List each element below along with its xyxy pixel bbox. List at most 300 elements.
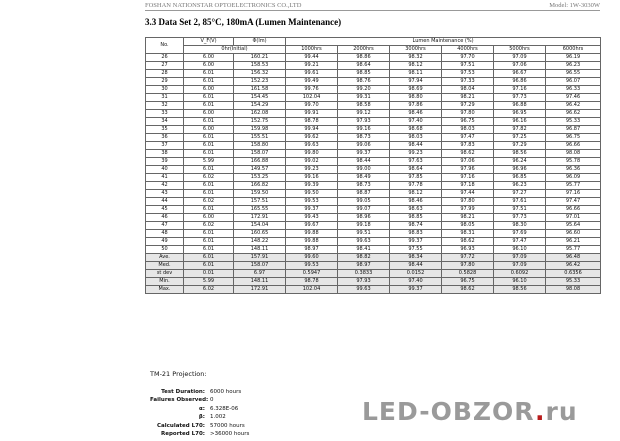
table-cell: 29	[146, 78, 184, 86]
table-cell: 162.08	[234, 110, 286, 118]
table-cell: 6.01	[184, 238, 234, 246]
table-cell: 158.07	[234, 150, 286, 158]
table-cell: 47	[146, 222, 184, 230]
table-cell: 99.43	[286, 214, 338, 222]
table-cell: 96.23	[546, 62, 601, 70]
table-cell: 96.07	[546, 78, 601, 86]
table-cell: 6.01	[184, 102, 234, 110]
projection-value: 6000 hours	[210, 389, 242, 395]
table-row	[146, 62, 601, 70]
summary-cell: 95.33	[546, 278, 601, 286]
table-cell: 99.23	[390, 150, 442, 158]
summary-cell: 0.01	[184, 270, 234, 278]
table-cell: 99.07	[338, 206, 390, 214]
table-cell: 99.94	[286, 126, 338, 134]
table-cell: 96.24	[494, 158, 546, 166]
table-row	[146, 70, 601, 78]
table-cell: 6.01	[184, 70, 234, 78]
table-cell: 96.75	[442, 118, 494, 126]
table-cell: 96.67	[494, 70, 546, 78]
table-cell: 96.96	[494, 166, 546, 174]
table-row	[146, 94, 601, 102]
table-row	[146, 206, 601, 214]
table-cell: 96.19	[546, 54, 601, 62]
summary-cell: 157.91	[234, 254, 286, 262]
table-cell: 97.99	[442, 206, 494, 214]
table-cell: 98.63	[390, 206, 442, 214]
table-cell: 32	[146, 102, 184, 110]
summary-cell: 99.37	[390, 286, 442, 294]
table-cell: 96.23	[494, 182, 546, 190]
table-cell: 6.01	[184, 150, 234, 158]
summary-cell: Ave.	[146, 254, 184, 262]
table-cell: 97.96	[442, 166, 494, 174]
summary-cell: 98.82	[338, 254, 390, 262]
table-row	[146, 174, 601, 182]
table-cell: 98.11	[390, 70, 442, 78]
table-cell: 98.69	[390, 86, 442, 94]
summary-cell: 96.10	[494, 278, 546, 286]
table-row	[146, 142, 601, 150]
table-cell: 96.10	[494, 246, 546, 254]
table-cell: 99.21	[286, 62, 338, 70]
summary-cell: Med.	[146, 262, 184, 270]
projection-label: Test Duration:	[161, 389, 205, 395]
table-cell: 6.00	[184, 214, 234, 222]
table-cell: 97.33	[442, 78, 494, 86]
summary-cell: 102.04	[286, 286, 338, 294]
table-cell: 98.86	[338, 54, 390, 62]
summary-cell: 6.01	[184, 262, 234, 270]
projection-value: 1.002	[210, 414, 226, 421]
table-row	[146, 230, 601, 238]
table-cell: 99.88	[286, 238, 338, 246]
table-cell: 6.02	[184, 174, 234, 182]
table-cell: 97.01	[546, 214, 601, 222]
table-cell: 99.80	[286, 150, 338, 158]
table-cell: 33	[146, 110, 184, 118]
table-cell: 99.16	[338, 126, 390, 134]
projection-label: Reported L70:	[161, 431, 205, 437]
table-cell: 158.80	[234, 142, 286, 150]
table-cell: 157.51	[234, 198, 286, 206]
table-cell: 97.61	[494, 198, 546, 206]
table-cell: 45	[146, 206, 184, 214]
summary-cell: 5.99	[184, 278, 234, 286]
table-cell: 6.01	[184, 246, 234, 254]
table-cell: 95.64	[546, 222, 601, 230]
projection-value: 57000 hours	[210, 422, 245, 429]
table-cell: 5.99	[184, 158, 234, 166]
table-cell: 97.94	[390, 78, 442, 86]
table-row	[146, 118, 601, 126]
table-cell: 97.47	[546, 198, 601, 206]
table-cell: 98.85	[338, 70, 390, 78]
summary-cell: Min.	[146, 278, 184, 286]
table-cell: 97.51	[494, 206, 546, 214]
table-cell: 98.08	[546, 150, 601, 158]
projection-label: Failures Observed:	[150, 397, 209, 404]
table-cell: 96.55	[546, 70, 601, 78]
table-cell: 96.87	[546, 126, 601, 134]
table-cell: 97.82	[494, 126, 546, 134]
table-cell: 99.37	[286, 206, 338, 214]
table-cell: 97.27	[494, 190, 546, 198]
table-cell: 99.67	[286, 222, 338, 230]
summary-cell: 99.63	[338, 286, 390, 294]
summary-cell: 6.02	[184, 286, 234, 294]
section-title: 3.3 Data Set 2, 85°C, 180mA (Lumen Maintenance)	[145, 17, 342, 27]
header-time: 1000hrs	[286, 46, 338, 54]
table-cell: 98.21	[442, 94, 494, 102]
table-cell: 97.47	[494, 238, 546, 246]
table-cell: 98.83	[390, 230, 442, 238]
table-cell: 99.06	[338, 142, 390, 150]
lumen-maintenance-table	[145, 37, 600, 294]
summary-cell: 96.48	[546, 254, 601, 262]
projection-title: TM-21 Projection:	[150, 370, 207, 378]
header-time: 2000hrs	[338, 46, 390, 54]
summary-cell: 158.07	[234, 262, 286, 270]
table-cell: 96.09	[546, 174, 601, 182]
table-cell: 161.58	[234, 86, 286, 94]
table-cell: 6.01	[184, 230, 234, 238]
table-cell: 166.82	[234, 182, 286, 190]
summary-cell: 97.72	[442, 254, 494, 262]
table-cell: 97.80	[442, 110, 494, 118]
header-vf: V_F(V)	[184, 38, 234, 46]
table-cell: 99.88	[286, 230, 338, 238]
table-cell: 154.45	[234, 94, 286, 102]
table-cell: 98.44	[390, 142, 442, 150]
table-cell: 36	[146, 134, 184, 142]
table-row	[146, 222, 601, 230]
summary-cell: 98.56	[494, 286, 546, 294]
table-cell: 6.01	[184, 190, 234, 198]
table-cell: 97.85	[390, 174, 442, 182]
table-cell: 6.01	[184, 182, 234, 190]
site-watermark	[362, 398, 578, 426]
table-cell: 97.73	[494, 94, 546, 102]
table-cell: 98.87	[338, 190, 390, 198]
table-cell: 98.85	[390, 214, 442, 222]
table-cell: 160.65	[234, 230, 286, 238]
table-row	[146, 166, 601, 174]
table-cell: 49	[146, 238, 184, 246]
table-cell: 30	[146, 86, 184, 94]
table-cell: 96.36	[546, 166, 601, 174]
table-cell: 97.16	[442, 174, 494, 182]
table-cell: 6.00	[184, 54, 234, 62]
header-no: No.	[146, 38, 184, 54]
table-cell: 99.44	[286, 54, 338, 62]
table-cell: 98.03	[442, 126, 494, 134]
table-row	[146, 86, 601, 94]
header-company: FOSHAN NATIONSTAR OPTOELECTRONICS CO.,LTD	[145, 2, 302, 9]
table-cell: 40	[146, 166, 184, 174]
table-cell: 96.75	[546, 134, 601, 142]
table-cell: 44	[146, 198, 184, 206]
table-cell: 99.37	[390, 238, 442, 246]
table-cell: 97.18	[442, 182, 494, 190]
summary-cell: 6.97	[234, 270, 286, 278]
table-cell: 97.25	[494, 134, 546, 142]
table-cell: 96.86	[494, 78, 546, 86]
table-cell: 98.41	[338, 246, 390, 254]
table-cell: 98.12	[390, 190, 442, 198]
header-time: 5000hrs	[494, 46, 546, 54]
summary-cell: 0.3833	[338, 270, 390, 278]
table-cell: 97.46	[546, 94, 601, 102]
summary-cell: 98.08	[546, 286, 601, 294]
summary-cell: 0.0152	[390, 270, 442, 278]
table-cell: 152.23	[234, 78, 286, 86]
table-cell: 98.74	[390, 222, 442, 230]
summary-cell: 148.11	[234, 278, 286, 286]
table-cell: 98.21	[442, 214, 494, 222]
table-cell: 97.55	[390, 246, 442, 254]
table-cell: 99.63	[286, 142, 338, 150]
summary-cell: 0.6356	[546, 270, 601, 278]
table-cell: 96.66	[546, 206, 601, 214]
summary-cell: 98.34	[390, 254, 442, 262]
table-cell: 149.57	[234, 166, 286, 174]
table-cell: 97.16	[494, 86, 546, 94]
table-cell: 99.62	[286, 134, 338, 142]
summary-cell: 0.5828	[442, 270, 494, 278]
summary-cell: 96.75	[442, 278, 494, 286]
table-cell: 98.05	[442, 222, 494, 230]
table-cell: 96.60	[546, 230, 601, 238]
table-cell: 96.66	[546, 142, 601, 150]
summary-cell: 97.09	[494, 262, 546, 270]
table-row	[146, 54, 601, 62]
table-row	[146, 78, 601, 86]
table-cell: 154.29	[234, 102, 286, 110]
header-divider	[145, 10, 600, 11]
summary-cell: 99.60	[286, 254, 338, 262]
table-cell: 41	[146, 174, 184, 182]
summary-cell: 98.78	[286, 278, 338, 286]
projection-value: 0	[210, 397, 214, 404]
table-cell: 166.88	[234, 158, 286, 166]
table-cell: 98.46	[390, 198, 442, 206]
table-cell: 98.03	[390, 134, 442, 142]
table-cell: 34	[146, 118, 184, 126]
summary-cell: 97.93	[338, 278, 390, 286]
table-cell: 98.46	[390, 110, 442, 118]
summary-cell: 172.91	[234, 286, 286, 294]
table-cell: 97.44	[442, 190, 494, 198]
table-cell: 6.02	[184, 222, 234, 230]
table-row	[146, 150, 601, 158]
table-cell: 99.91	[286, 110, 338, 118]
summary-cell: 98.97	[338, 262, 390, 270]
table-cell: 48	[146, 230, 184, 238]
summary-cell: Max.	[146, 286, 184, 294]
table-cell: 6.01	[184, 142, 234, 150]
table-cell: 99.23	[286, 166, 338, 174]
table-cell: 38	[146, 150, 184, 158]
table-cell: 97.51	[442, 62, 494, 70]
table-cell: 99.63	[338, 238, 390, 246]
summary-cell: 6.01	[184, 254, 234, 262]
table-cell: 96.33	[546, 86, 601, 94]
table-cell: 99.20	[338, 86, 390, 94]
table-cell: 98.68	[390, 126, 442, 134]
table-cell: 102.04	[286, 94, 338, 102]
table-cell: 96.88	[494, 102, 546, 110]
table-cell: 98.56	[494, 150, 546, 158]
table-cell: 97.86	[390, 102, 442, 110]
table-cell: 39	[146, 158, 184, 166]
table-cell: 98.78	[286, 118, 338, 126]
table-cell: 98.73	[338, 134, 390, 142]
table-cell: 99.49	[286, 78, 338, 86]
table-summary	[146, 254, 601, 294]
table-cell: 26	[146, 54, 184, 62]
summary-cell: 0.5947	[286, 270, 338, 278]
table-cell: 165.55	[234, 206, 286, 214]
table-row	[146, 190, 601, 198]
table-cell: 98.58	[338, 102, 390, 110]
table-cell: 37	[146, 142, 184, 150]
table-cell: 6.01	[184, 166, 234, 174]
header-flux: Φ(lm)	[234, 38, 286, 46]
table-cell: 97.63	[390, 158, 442, 166]
table-cell: 98.04	[442, 86, 494, 94]
projection-label: β:	[198, 414, 205, 421]
table-row	[146, 134, 601, 142]
table-cell: 43	[146, 190, 184, 198]
header-time: 3000hrs	[390, 46, 442, 54]
table-cell: 153.25	[234, 174, 286, 182]
summary-cell: 96.42	[546, 262, 601, 270]
table-cell: 96.16	[494, 118, 546, 126]
table-cell: 159.98	[234, 126, 286, 134]
summary-row	[146, 262, 601, 270]
table-cell: 98.31	[442, 230, 494, 238]
summary-row	[146, 270, 601, 278]
table-cell: 99.02	[286, 158, 338, 166]
table-cell: 97.47	[442, 134, 494, 142]
projection-value: >36000 hours	[210, 431, 250, 437]
table-row	[146, 182, 601, 190]
header-maintenance: Lumen Maintenance (%)	[286, 38, 601, 46]
table-cell: 160.21	[234, 54, 286, 62]
table-cell: 97.29	[442, 102, 494, 110]
table-cell: 6.01	[184, 134, 234, 142]
summary-row	[146, 254, 601, 262]
table-cell: 42	[146, 182, 184, 190]
header-time: 4000hrs	[442, 46, 494, 54]
table-cell: 172.91	[234, 214, 286, 222]
watermark-tld: ru	[545, 397, 578, 426]
table-cell: 31	[146, 94, 184, 102]
table-row	[146, 158, 601, 166]
table-cell: 152.75	[234, 118, 286, 126]
header-time: 6000hrs	[546, 46, 601, 54]
table-cell: 98.62	[442, 238, 494, 246]
table-cell: 98.64	[390, 166, 442, 174]
table-cell: 97.16	[546, 190, 601, 198]
table-cell: 99.70	[286, 102, 338, 110]
table-cell: 148.22	[234, 238, 286, 246]
summary-cell: 97.40	[390, 278, 442, 286]
header-model: Model: 1W-3030W	[549, 2, 600, 9]
table-cell: 99.18	[338, 222, 390, 230]
table-cell: 95.33	[546, 118, 601, 126]
table-cell: 97.53	[442, 70, 494, 78]
table-cell: 95.78	[546, 158, 601, 166]
table-cell: 98.32	[390, 54, 442, 62]
summary-row	[146, 278, 601, 286]
summary-cell: 97.80	[442, 262, 494, 270]
table-cell: 97.80	[442, 198, 494, 206]
summary-cell: 97.09	[494, 254, 546, 262]
table-cell: 98.80	[390, 94, 442, 102]
table-cell: 98.97	[286, 246, 338, 254]
table-cell: 96.62	[546, 110, 601, 118]
table-cell: 6.00	[184, 86, 234, 94]
table-cell: 99.53	[286, 198, 338, 206]
table-cell: 97.09	[494, 54, 546, 62]
summary-cell: 99.53	[286, 262, 338, 270]
table-cell: 6.01	[184, 78, 234, 86]
table-cell: 35	[146, 126, 184, 134]
table-row	[146, 110, 601, 118]
table-row	[146, 238, 601, 246]
table-body	[146, 54, 601, 254]
table-cell: 98.30	[494, 222, 546, 230]
table-cell: 98.12	[390, 62, 442, 70]
summary-cell: st dev	[146, 270, 184, 278]
table-cell: 6.00	[184, 126, 234, 134]
table-cell: 28	[146, 70, 184, 78]
watermark-dot: .	[535, 397, 546, 426]
table-cell: 96.95	[494, 110, 546, 118]
table-cell: 99.50	[286, 190, 338, 198]
table-cell: 97.40	[390, 118, 442, 126]
table-cell: 6.00	[184, 110, 234, 118]
table-cell: 99.05	[338, 198, 390, 206]
table-cell: 98.62	[442, 150, 494, 158]
table-cell: 98.76	[338, 78, 390, 86]
table-row	[146, 246, 601, 254]
table-cell: 154.04	[234, 222, 286, 230]
table-cell: 97.73	[494, 214, 546, 222]
table-cell: 97.70	[442, 54, 494, 62]
watermark-name: LED-OBZOR	[362, 397, 536, 426]
table-cell: 158.53	[234, 62, 286, 70]
table-cell: 99.76	[286, 86, 338, 94]
table-cell: 99.39	[286, 182, 338, 190]
table-cell: 99.12	[338, 110, 390, 118]
table-cell: 46	[146, 214, 184, 222]
table-cell: 148.11	[234, 246, 286, 254]
table-cell: 99.61	[286, 70, 338, 78]
table-cell: 97.93	[338, 118, 390, 126]
table-cell: 95.77	[546, 182, 601, 190]
table-cell: 97.06	[442, 158, 494, 166]
table-cell: 6.00	[184, 62, 234, 70]
table-cell: 27	[146, 62, 184, 70]
projection-label: α:	[199, 405, 205, 412]
table-cell: 96.21	[546, 238, 601, 246]
table-cell: 97.78	[390, 182, 442, 190]
table-cell: 98.44	[338, 158, 390, 166]
table-row	[146, 126, 601, 134]
